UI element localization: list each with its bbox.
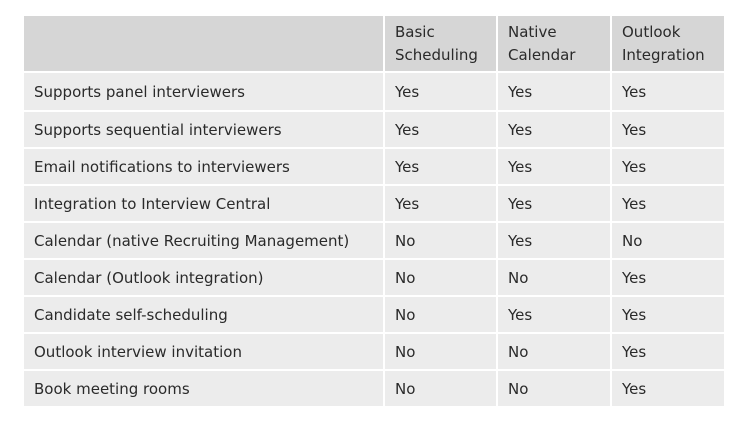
feature-cell: Book meeting rooms xyxy=(24,369,383,406)
feature-cell: Email notifications to interviewers xyxy=(24,147,383,184)
basic-scheduling-cell: No xyxy=(383,295,496,332)
header-label-line2: Calendar xyxy=(508,45,576,64)
outlook-integration-cell: Yes xyxy=(610,295,724,332)
basic-scheduling-cell: No xyxy=(383,221,496,258)
header-label-line2: Scheduling xyxy=(395,45,478,64)
table-body xyxy=(24,73,724,406)
header-label-line1: Outlook xyxy=(622,22,681,41)
header-feature-column xyxy=(24,16,383,73)
native-calendar-cell: Yes xyxy=(496,147,610,184)
header-basic-scheduling xyxy=(383,16,496,73)
basic-scheduling-cell: Yes xyxy=(383,73,496,110)
table-header xyxy=(24,16,724,73)
native-calendar-cell: Yes xyxy=(496,221,610,258)
table-row xyxy=(24,369,724,406)
scheduling-features-table xyxy=(24,16,724,406)
feature-cell: Calendar (native Recruiting Management) xyxy=(24,221,383,258)
native-calendar-cell: No xyxy=(496,258,610,295)
basic-scheduling-cell: No xyxy=(383,369,496,406)
feature-cell: Outlook interview invitation xyxy=(24,332,383,369)
header-row xyxy=(24,16,724,73)
outlook-integration-cell: Yes xyxy=(610,184,724,221)
header-label-line1: Native xyxy=(508,22,557,41)
basic-scheduling-cell: Yes xyxy=(383,147,496,184)
basic-scheduling-cell: Yes xyxy=(383,110,496,147)
feature-cell: Supports sequential interviewers xyxy=(24,110,383,147)
native-calendar-cell: Yes xyxy=(496,73,610,110)
basic-scheduling-cell: Yes xyxy=(383,184,496,221)
feature-cell: Calendar (Outlook integration) xyxy=(24,258,383,295)
table-row xyxy=(24,295,724,332)
header-native-calendar xyxy=(496,16,610,73)
outlook-integration-cell: Yes xyxy=(610,369,724,406)
table-row xyxy=(24,221,724,258)
outlook-integration-cell: Yes xyxy=(610,110,724,147)
native-calendar-cell: Yes xyxy=(496,184,610,221)
outlook-integration-cell: No xyxy=(610,221,724,258)
feature-cell: Supports panel interviewers xyxy=(24,73,383,110)
native-calendar-cell: No xyxy=(496,369,610,406)
outlook-integration-cell: Yes xyxy=(610,332,724,369)
basic-scheduling-cell: No xyxy=(383,332,496,369)
table-row xyxy=(24,147,724,184)
outlook-integration-cell: Yes xyxy=(610,147,724,184)
table-row xyxy=(24,73,724,110)
header-outlook-integration xyxy=(610,16,724,73)
outlook-integration-cell: Yes xyxy=(610,73,724,110)
table-row xyxy=(24,332,724,369)
header-label-line1: Basic xyxy=(395,22,435,41)
table-row xyxy=(24,184,724,221)
header-label-line2: Integration xyxy=(622,45,705,64)
basic-scheduling-cell: No xyxy=(383,258,496,295)
native-calendar-cell: Yes xyxy=(496,295,610,332)
table-row xyxy=(24,258,724,295)
table-row xyxy=(24,110,724,147)
feature-cell: Integration to Interview Central xyxy=(24,184,383,221)
native-calendar-cell: Yes xyxy=(496,110,610,147)
outlook-integration-cell: Yes xyxy=(610,258,724,295)
feature-cell: Candidate self-scheduling xyxy=(24,295,383,332)
native-calendar-cell: No xyxy=(496,332,610,369)
